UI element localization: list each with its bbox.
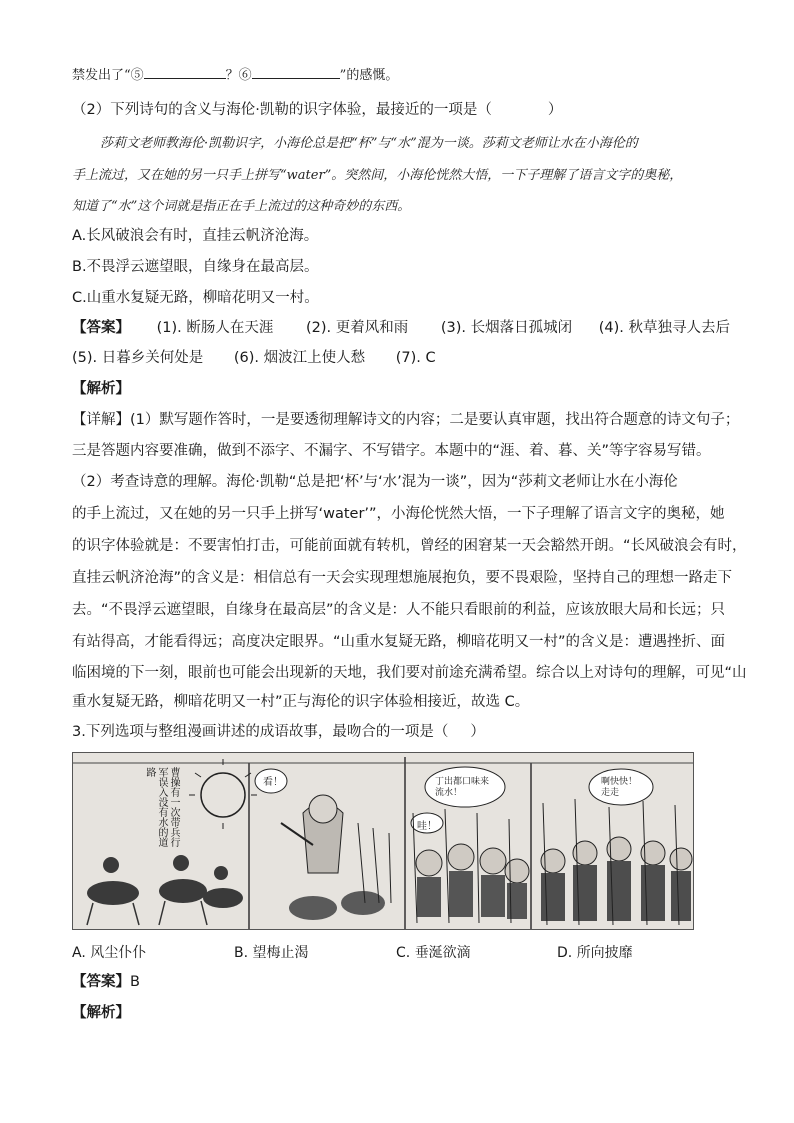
- panel4-bubble: 啊快快！走走: [601, 777, 638, 798]
- answer-row-1: [72, 318, 730, 338]
- tail-suffix: ”的感慨。: [339, 68, 399, 83]
- option-a: A.长风破浪会有时，直挂云帆济沧海。: [72, 228, 319, 244]
- q3-stem-text: 3.下列选项与整组漫画讲述的成语故事，最吻合的一项是（: [72, 724, 449, 740]
- q2-part1-tail: [72, 64, 398, 86]
- q3-option-b: [234, 942, 309, 962]
- panel3-bubble-b: 丁出都口味来流水！: [435, 777, 490, 798]
- stem-text: （2）下列诗句的含义与海伦·凯勒的识字体验，最接近的一项是（: [72, 102, 492, 118]
- option-text: 垂涎欲滴: [414, 945, 471, 961]
- detail-line: 的手上流过，又在她的另一只手上拼写‘water’”，小海伦恍然大悟，一下子理解了语言文字的奥秘，她: [72, 506, 725, 522]
- tail-mid: ？⑥: [225, 68, 252, 83]
- q3-option-a: [72, 942, 146, 962]
- stem-end: ）: [547, 102, 563, 118]
- detail-line: 的识字体验就是：不要害怕打击，可能前面就有转机，曾经的困窘某一天会豁然开朗。“长风破浪会有时，: [72, 538, 747, 554]
- q2-part2-stem: [72, 100, 562, 120]
- option-letter: C.: [396, 945, 411, 961]
- analysis-label: 【解析】: [72, 381, 130, 397]
- detail-line: 去。“不畏浮云遮望眼，自缘身在最高层”的含义是：人不能只看眼前的利益，应该放眼大局和长远；只: [72, 602, 726, 618]
- tail-prefix: 禁发出了“⑤: [72, 68, 144, 83]
- q3-stem-end: ）: [470, 724, 485, 740]
- option-b: B.不畏浮云遮望眼，自缘身在最高层。: [72, 259, 319, 275]
- blank-6[interactable]: [252, 64, 340, 79]
- answer-item: (3). 长烟落日孤城闭: [440, 320, 573, 336]
- q3-answer-value: B: [130, 974, 140, 990]
- detail-line: 【详解】(1）默写题作答时，一是要透彻理解诗文的内容；二是要认真审题，找出符合题意的诗文句子；: [72, 412, 740, 428]
- answer-item: (1). 断肠人在天涯: [156, 320, 274, 336]
- option-text: 风尘仆仆: [90, 945, 147, 961]
- q3-analysis-label: 【解析】: [72, 1005, 130, 1021]
- q3-option-d: [557, 942, 633, 962]
- detail-line: 三是答题内容要准确，做到不添字、不漏字、不写错字。本题中的“涯、着、暮、关”等字容易写错。: [72, 443, 711, 459]
- option-letter: B.: [234, 945, 249, 961]
- answer-item: (6). 烟波江上使人愁: [233, 350, 366, 366]
- q3-option-c: [396, 942, 471, 962]
- option-letter: A.: [72, 945, 86, 961]
- detail-line: 重水复疑无路，柳暗花明又一村”正与海伦的识字体验相接近，故选 C。: [72, 694, 530, 710]
- q3-answer: [72, 972, 140, 992]
- comic-strip: [72, 752, 694, 930]
- detail-line: 有站得高，才能看得远；高度决定眼界。“山重水复疑无路，柳暗花明又一村”的含义是：遭遇挫折、面: [72, 634, 726, 650]
- option-text: 望梅止渴: [252, 945, 309, 961]
- detail-line: 临困境的下一刻，眼前也可能会出现新的天地，我们要对前途充满希望。综合以上对诗句的理解，可见“山: [72, 665, 747, 681]
- option-c: C.山重水复疑无路，柳暗花明又一村。: [72, 290, 319, 306]
- answer-item: (7). C: [395, 350, 436, 366]
- detail-line: 直挂云帆济沧海”的含义是：相信总有一天会实现理想施展抱负，要不畏艰险，坚持自己的理想一路走下: [72, 570, 733, 586]
- answer-item: (2). 更着风和雨: [305, 320, 409, 336]
- answer-item: (5). 日暮乡关何处是: [72, 350, 204, 366]
- answer-row-2: [72, 348, 436, 368]
- option-text: 所向披靡: [576, 945, 633, 961]
- q3-answer-label: 【答案】: [72, 974, 130, 990]
- answer-blank[interactable]: [492, 100, 548, 114]
- panel3-bubble-a: 哇！: [417, 821, 437, 832]
- panel1-caption: 曹操有一次带兵行军误入没有水的道路: [144, 767, 179, 847]
- passage-line-1: 莎莉文老师教海伦·凯勒识字，小海伦总是把“杯”与“水”混为一谈。莎莉文老师让水在小海伦的: [100, 136, 638, 151]
- answer-label: 【答案】: [72, 320, 130, 336]
- answer-item: (4). 秋草独寻人去后: [598, 320, 730, 336]
- panel2-bubble: 看！: [263, 777, 283, 788]
- passage-line-3: 知道了“水”这个词就是指正在手上流过的这种奇妙的东西。: [72, 199, 411, 214]
- option-letter: D.: [557, 945, 573, 961]
- detail-line: （2）考查诗意的理解。海伦·凯勒“总是把‘杯’与‘水’混为一谈”，因为“莎莉文老师让水在小海伦: [72, 474, 678, 490]
- q3-stem: [72, 722, 485, 742]
- passage-line-2: 手上流过，又在她的另一只手上拼写“water”。突然间，小海伦恍然大悟，一下子理解了语言文字的奥秘，: [72, 168, 683, 183]
- blank-5[interactable]: [144, 64, 226, 79]
